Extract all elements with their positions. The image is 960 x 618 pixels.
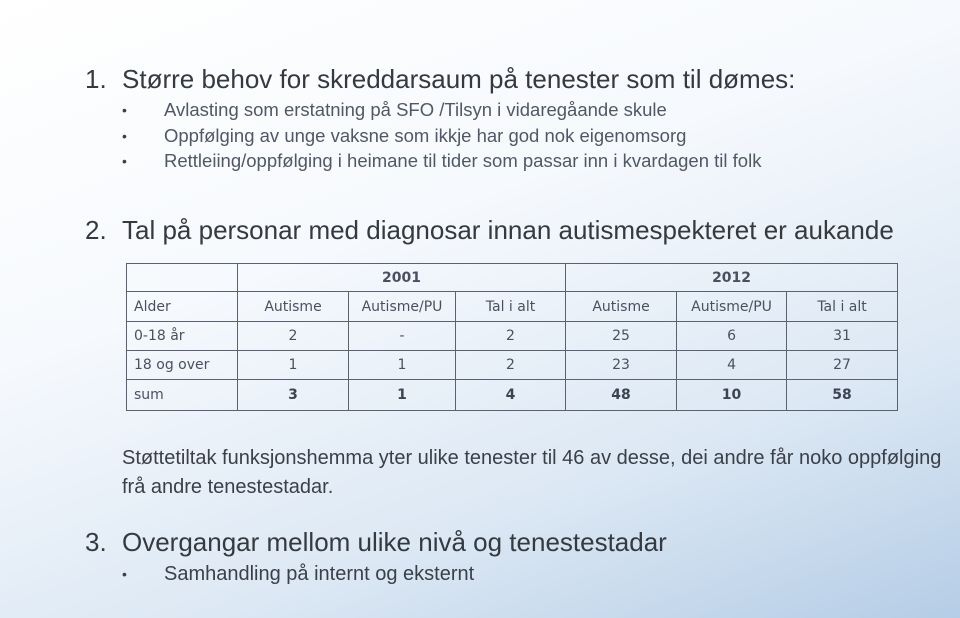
table-cell: 2: [456, 351, 566, 380]
row-label: 0-18 år: [127, 322, 238, 351]
section-2-title: Tal på personar med diagnosar innan autismespekteret er aukande: [122, 215, 894, 245]
table-cell: -: [349, 322, 456, 351]
sum-cell: 3: [238, 380, 349, 411]
year-header-2001: 2001: [238, 264, 566, 292]
bullet-icon: •: [122, 102, 127, 118]
sum-cell: 48: [566, 380, 677, 411]
section-1-number: 1.: [85, 64, 107, 94]
sum-cell: 1: [349, 380, 456, 411]
table-cell: 2: [238, 322, 349, 351]
table-cell: 27: [787, 351, 898, 380]
section-3-title: Overgangar mellom ulike nivå og tenestestadar: [122, 527, 667, 557]
year-header-2012: 2012: [566, 264, 898, 292]
support-services-note: Støttetiltak funksjonshemma yter ulike tenester til 46 av desse, dei andre får noko oppfølging frå andre tenestestadar.: [122, 447, 942, 498]
table-cell: 1: [349, 351, 456, 380]
bullet-text: Avlasting som erstatning på SFO /Tilsyn i vidaregåande skule: [164, 99, 667, 120]
sum-cell: 10: [677, 380, 787, 411]
section-3-heading: [85, 527, 667, 558]
autism-statistics-table: [126, 263, 898, 411]
table-header-row: [127, 292, 898, 322]
column-header: Autisme/PU: [677, 292, 787, 322]
bullet-text: Oppfølging av unge vaksne som ikkje har god nok eigenomsorg: [164, 125, 687, 146]
bullet-icon: •: [122, 153, 127, 169]
section-1-heading: [85, 64, 795, 95]
bullet-text: Samhandling på internt og eksternt: [164, 563, 475, 585]
table-row: [127, 322, 898, 351]
section-1-title: Større behov for skreddarsaum på tenester som til dømes:: [122, 64, 796, 94]
table-year-row: [127, 264, 898, 292]
column-header: Autisme: [566, 292, 677, 322]
row-label: 18 og over: [127, 351, 238, 380]
table-cell: 2: [456, 322, 566, 351]
sum-cell: 58: [787, 380, 898, 411]
section-2-number: 2.: [85, 215, 107, 245]
section-2-heading: [85, 215, 894, 246]
table-row: [127, 351, 898, 380]
table-cell: 25: [566, 322, 677, 351]
column-header: Autisme: [238, 292, 349, 322]
table-cell: 6: [677, 322, 787, 351]
column-header: Tal i alt: [456, 292, 566, 322]
row-label: sum: [127, 380, 238, 411]
table-cell: 31: [787, 322, 898, 351]
table-sum-row: [127, 380, 898, 411]
sum-cell: 4: [456, 380, 566, 411]
column-header: Tal i alt: [787, 292, 898, 322]
table-cell: 1: [238, 351, 349, 380]
bullet-icon: •: [122, 128, 127, 144]
table-cell: 4: [677, 351, 787, 380]
table-cell: 23: [566, 351, 677, 380]
section-3-number: 3.: [85, 527, 107, 557]
table-corner-cell: [127, 264, 238, 292]
column-header: Alder: [127, 292, 238, 322]
column-header: Autisme/PU: [349, 292, 456, 322]
bullet-icon: •: [122, 566, 127, 582]
bullet-text: Rettleiing/oppfølging i heimane til tider som passar inn i kvardagen til folk: [164, 150, 762, 171]
